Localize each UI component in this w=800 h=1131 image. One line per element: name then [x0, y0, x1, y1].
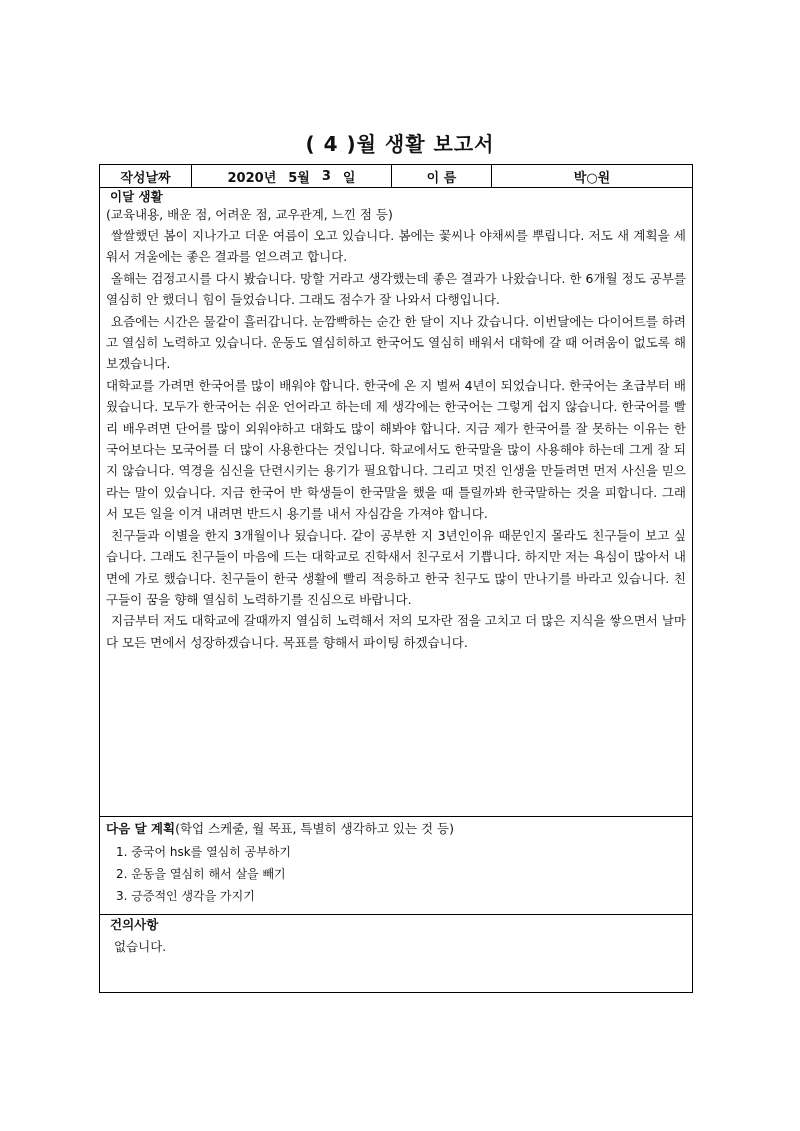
month-life-paragraph: 지금부터 저도 대학교에 갈때까지 열심히 노력해서 저의 모자란 점을 고치고 더 많은 지식을 쌓으면서 날마다 모든 면에서 성장하겠습니다. 목표를 향해서 파이팅 하겠습니다.: [106, 613, 686, 650]
suggestions-title: 건의사항: [110, 917, 159, 932]
name-label: 이 름: [392, 165, 492, 187]
list-item: 3. 긍증적인 생각을 가지기: [116, 889, 255, 903]
month-life-title: 이달 생활: [110, 189, 163, 204]
date-label: 작성날짜: [100, 165, 192, 187]
date-day-unit: 일: [342, 170, 356, 186]
month-life-paragraph: 요즘에는 시간은 물같이 흘러갑니다. 눈깜빡하는 순간 한 달이 지나 갔습니다. 이번달에는 다이어트를 하려고 열심히 노력하고 있습니다. 운동도 열심히하고 한국어도 열심히 배워서 대학에 갈 때 어려움이 없도록 해 보겠습니다.: [106, 313, 686, 372]
month-life-paragraph: 올해는 검정고시를 다시 봤습니다. 망할 거라고 생각했는데 좋은 결과가 나왔습니다. 한 6개월 정도 공부를 열심히 안 했더니 힘이 들었습니다. 그래도 점수가 잘 나와서 다행입니다.: [106, 270, 686, 308]
report-form: [99, 164, 693, 993]
next-plan-title: 다음 달 계획: [106, 821, 176, 836]
list-item: 2. 운동을 열심히 해서 살을 빼기: [116, 867, 286, 881]
suggestions-section: [100, 915, 692, 992]
month-life-paragraph: 쌀쌀했던 봄이 지나가고 더운 여름이 오고 있습니다. 봄에는 꽃씨나 야채씨를 뿌립니다. 저도 새 계획을 세워서 겨울에는 좋은 결과를 얻으려고 합니다.: [106, 228, 686, 265]
name-value: 박○원: [573, 170, 611, 186]
date-month: 5월: [288, 170, 310, 186]
month-life-section: [100, 187, 692, 817]
next-plan-heading: [106, 819, 686, 839]
list-item: 1. 중국어 hsk를 열심히 공부하기: [116, 845, 292, 859]
month-life-subtitle: (교육내용, 배운 점, 어려운 점, 교우관계, 느낀 점 등): [106, 207, 393, 222]
date-year: 2020년: [227, 170, 277, 186]
header-row: [100, 165, 692, 188]
next-plan-section: [100, 817, 692, 915]
page-title: ( 4 )월 생활 보고서: [305, 132, 495, 156]
date-value: [192, 165, 392, 187]
next-plan-list: [106, 841, 686, 907]
date-day: 3: [321, 168, 331, 184]
month-life-paragraph: 친구들과 이별을 한지 3개월이나 됬습니다. 같이 공부한 지 3년인이유 때문인지 몰라도 친구들이 보고 싶습니다. 그래도 친구들이 마음에 드는 대학교로 진학새서 친구로서 기쁩니다. 하지만 저는 욕심이 많아서 내면에 가로 했습니다. 친구들이 한국 생활에 빨리 적응하고 한국 친구도 많이 만나기를 바라고 있습니다. 친구들이 꿈을 향해 열심히 노력하기를 진심으로 바랍니다.: [106, 527, 686, 607]
next-plan-subtitle: (학업 스케줄, 월 목표, 특별히 생각하고 있는 것 등): [175, 821, 455, 836]
suggestions-body: 없습니다.: [114, 939, 167, 954]
month-life-paragraph: 대학교를 가려면 한국어를 많이 배워야 합니다. 한국에 온 지 벌써 4년이 되었습니다. 한국어는 초급부터 배웠습니다. 모두가 한국어는 쉬운 언어라고 하는데 제 생각에는 한국어는 그렇게 쉽지 않습니다. 한국어를 빨리 배우려면 단어를 많이 외워야하고 대화도 많이 해봐야 합니다. 지금 제가 한국어를 잘 못하는 이유는 한국어보다는 모국어를 더 많이 사용한다는 것입니다. 학교에서도 한국말을 많이 사용해야 하는데 그게 잘 되지 않습니다. 역경을 심신을 단련시키는 용기가 필요합니다. 그리고 멋진 인생을 만들려면 먼저 사신을 믿으라는 말이 있습니다. 지금 한국어 반 학생들이 한국말을 했을 때 틀릴까봐 한국말하는 것을 피합니다. 그래서 모든 일을 이겨 내려면 반드시 용기를 내서 자심감을 가져야 합니다.: [106, 377, 686, 522]
